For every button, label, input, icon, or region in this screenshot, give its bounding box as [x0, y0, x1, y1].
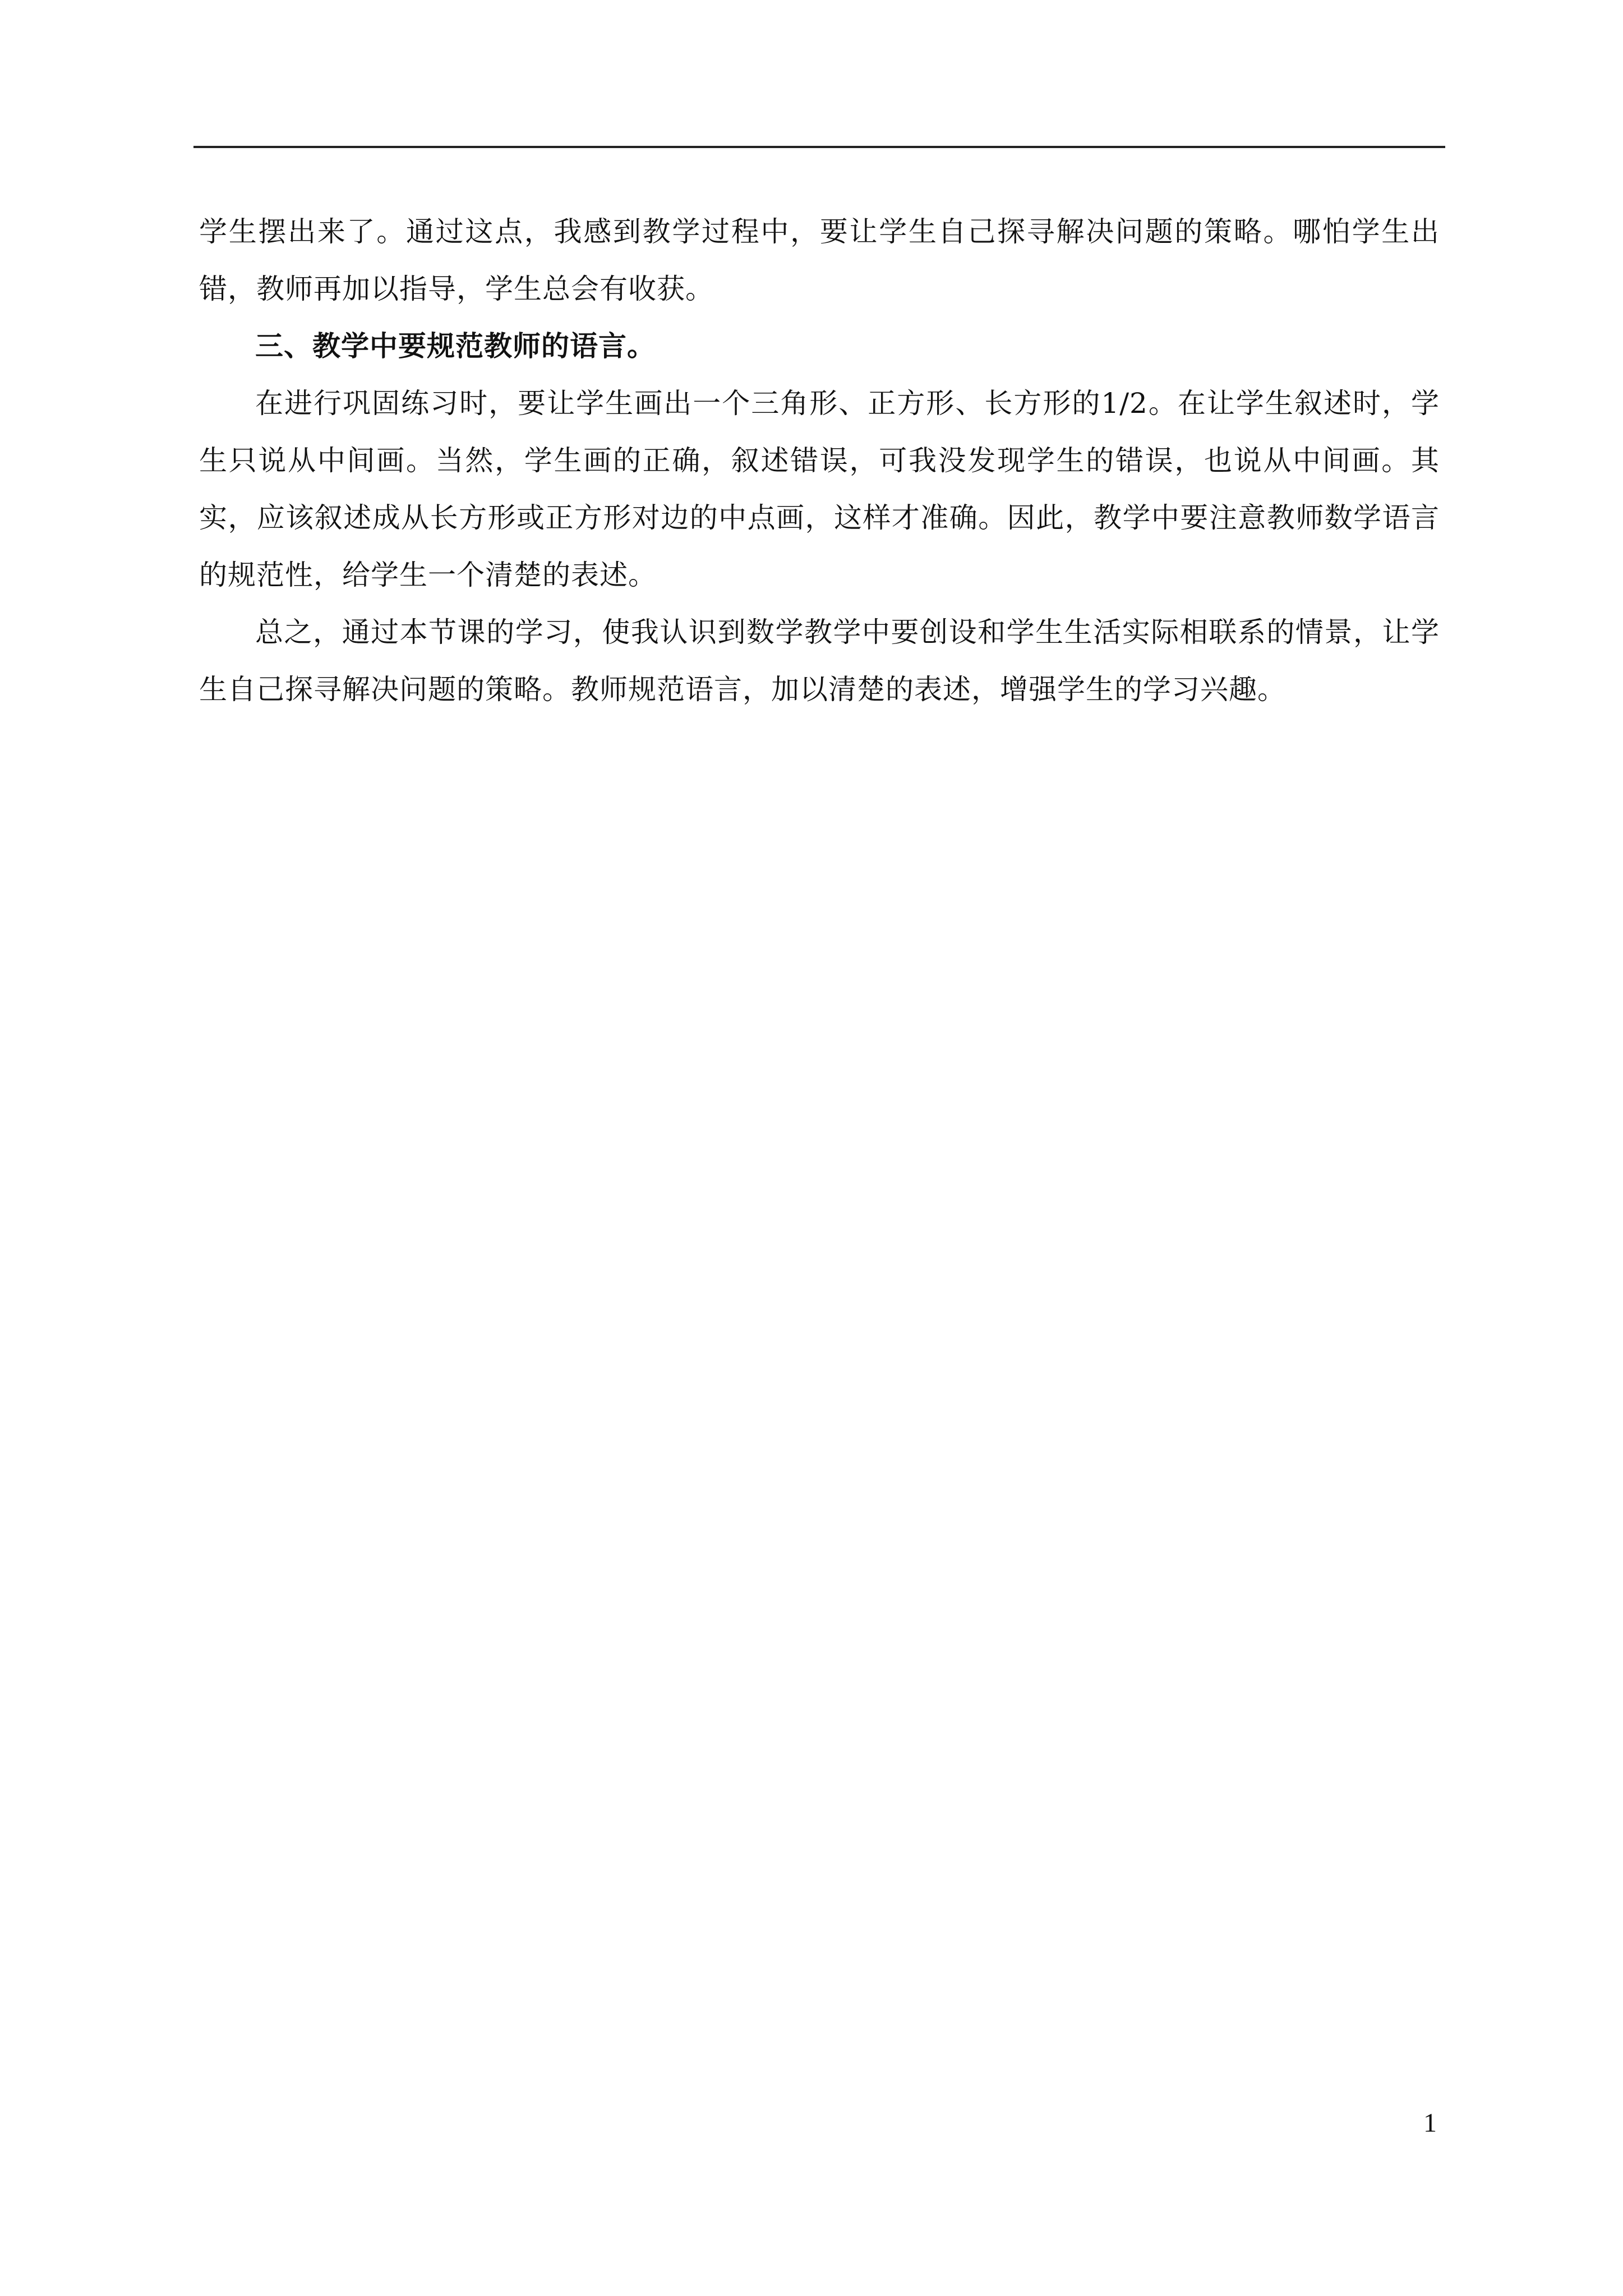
paragraph-continued: 学生摆出来了。通过这点，我感到教学过程中，要让学生自己探寻解决问题的策略。哪怕学生出错，教师再加以指导，学生总会有收获。 [199, 215, 1440, 305]
page-number: 1 [1423, 2108, 1437, 2138]
header-rule [193, 146, 1445, 148]
paragraph-summary: 总之，通过本节课的学习，使我认识到数学教学中要创设和学生生活实际相联系的情景，让学生自己探寻解决问题的策略。教师规范语言，加以清楚的表述，增强学生的学习兴趣。 [199, 616, 1440, 706]
paragraph-body: 在进行巩固练习时，要让学生画出一个三角形、正方形、长方形的1/2。在让学生叙述时，学生只说从中间画。当然，学生画的正确，叙述错误，可我没发现学生的错误，也说从中间画。其实，应该叙述成从长方形或正方形对边的中点画，这样才准确。因此，教学中要注意教师数学语言的规范性，给学生一个清楚的表述。 [199, 387, 1440, 591]
section-heading: 三、教学中要规范教师的语言。 [255, 329, 656, 362]
document-body [199, 203, 1440, 718]
